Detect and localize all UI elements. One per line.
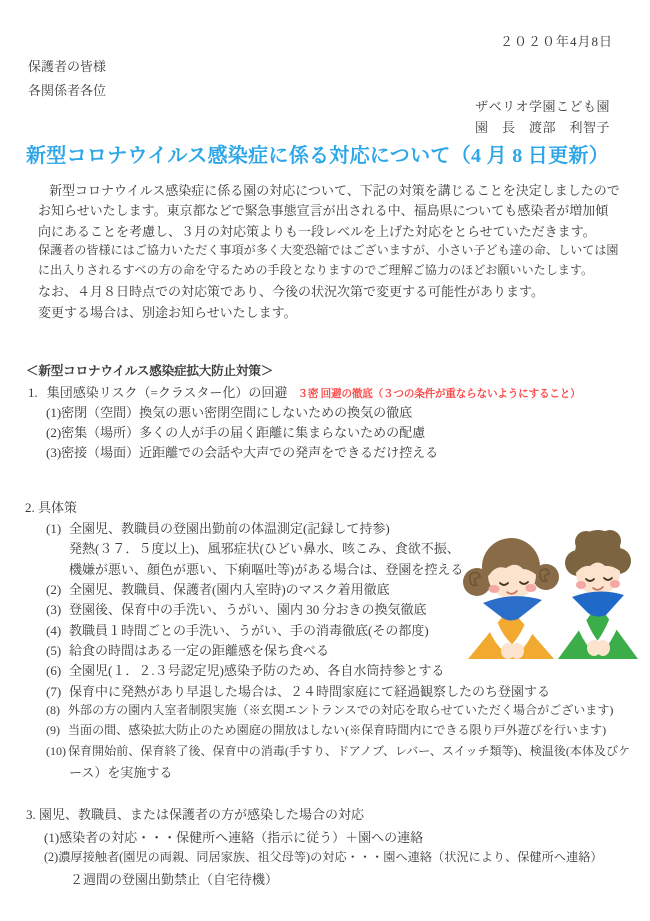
section1-item-title: 集団感染リスク（=クラスター化）の回避: [46, 385, 288, 400]
text-line: 機嫌が悪い、顔色が悪い、下痢嘔吐等)がある場合は、登園を控える: [69, 561, 464, 577]
bowing-girl-figure: [463, 538, 559, 659]
page-title: 新型コロナウイルス感染症に係る対応について（4 月 8 日更新）: [26, 145, 609, 167]
text-line: (1) 全園児、教職員の登園出勤前の体温測定(記録して持参): [46, 521, 390, 536]
text-line: (2)濃厚接触者(園児の両親、同居家族、祖父母等)の対応・・・園へ連絡（状況により、保健所へ連絡）: [44, 850, 603, 864]
sender-principal-name: 園 長 渡部 利智子: [474, 120, 610, 135]
text-line: (7) 保育中に発熱があり早退した場合は、２４時間家庭にて経過観察したのち登園する: [46, 683, 551, 699]
text-line: (8) 外部の方の園内入室者制限実施（※玄関エントランスでの対応を取らせていただく場合がございます): [46, 703, 614, 718]
text-line: (2)密集（場所）多くの人が手の届く距離に集まらないための配慮: [46, 425, 426, 441]
text-line: 発熱(３７．５度以上)、風邪症状(ひどい鼻水、咳こみ、食欲不振、: [69, 541, 460, 557]
text-line: ２週間の登園出勤禁止（自宅待機）: [70, 872, 279, 887]
sender-organization: ザベリオ学園こども園: [475, 99, 610, 114]
bowing-boy-figure: [558, 530, 638, 659]
text-line: 変更する場合は、別途お知らせいたします。: [38, 304, 297, 320]
text-line: (3)密接（場面）近距離での会話や大声での発声をできるだけ控える: [46, 445, 439, 461]
bowing-children-illustration: [456, 527, 650, 667]
section3-heading: 3. 園児、教職員、または保護者の方が感染した場合の対応: [26, 807, 365, 822]
section1-subitems: [46, 402, 438, 463]
text-line: (10) 保育開始前、保育終了後、保育中の消毒(手すり、ドアノブ、レバー、スイッチ類等)、検温後(本体及びケ: [46, 743, 631, 758]
text-line: (9) 当面の間、感染拡大防止のため園庭の開放はしない(※保育時間内にできる限り戸外遊びを行います): [46, 723, 607, 738]
section1-heading: ＜新型コロナウイルス感染症拡大防止対策＞: [26, 364, 274, 378]
intro-paragraph: [38, 180, 624, 322]
text-line: (3) 登園後、保育中の手洗い、うがい、園内 30 分おきの換気徹底: [46, 602, 427, 618]
text-line: (1)密閉（空間）換気の悪い密閉空間にしないための換気の徹底: [46, 405, 413, 420]
section3-response-list: [44, 827, 603, 890]
text-line: 保護者の皆様にはご協力いただく事項が多く大変恐縮ではございますが、小さい子ども達の命、しいては園: [38, 242, 619, 257]
addressee-guardians: 保護者の皆様: [28, 59, 107, 74]
text-line: に出入りされるすべの方の命を守るための手段となりますのでご理解ご協力のほどお願いいたします。: [38, 263, 594, 278]
addressee-parties: 各関係者各位: [28, 83, 107, 98]
section1-item-cluster-avoidance: [28, 382, 581, 401]
text-line: なお、４月８日時点での対応策であり、今後の状況次第で変更する可能性があります。: [38, 284, 544, 300]
text-line: (1)感染者の対応・・・保健所へ連絡（指示に従う）＋園への連絡: [44, 830, 424, 845]
section2-heading: 2. 具体策: [25, 500, 78, 515]
text-line: (5) 給食の時間はある一定の距離感を保ち食べる: [46, 643, 330, 659]
text-line: (2) 全園児、教職員、保護者(園内入室時)のマスク着用徹底: [46, 582, 390, 598]
text-line: ース）を実施する: [69, 765, 173, 781]
text-line: お知らせいたします。東京都などで緊急事態宣言が出される中、福島県についても感染者が増加傾: [38, 203, 609, 219]
three-mitsu-alert-note: ３密 回避の徹底（３つの条件が重ならないようにすること）: [297, 389, 581, 400]
text-line: 新型コロナウイルス感染症に係る園の対応について、下記の対策を講じることを決定しましたので: [49, 183, 620, 198]
text-line: 向にあることを考慮し、３月の対応策よりも一段レベルを上げた対応をとらせていただきます。: [38, 223, 596, 239]
section1-item-number: 1.: [28, 385, 38, 400]
text-line: (4) 教職員１時間ごとの手洗い、うがい、手の消毒徹底(その都度): [46, 622, 429, 638]
document-date: ２０２０年4月8日: [499, 34, 613, 49]
text-line: (6) 全園児(１．２.３号認定児)感染予防のため、各自水筒持参とする: [46, 663, 445, 679]
